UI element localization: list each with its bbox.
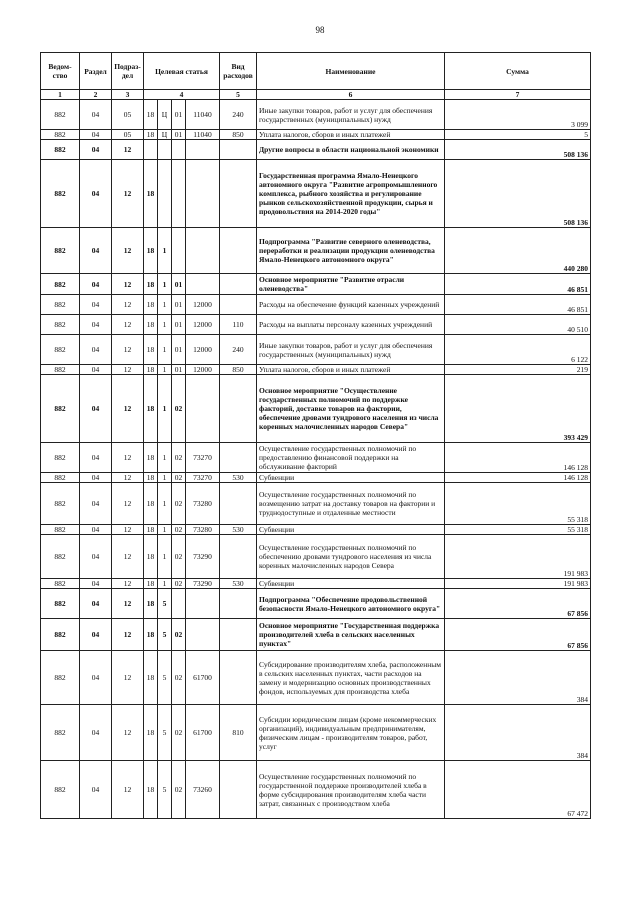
cell-cs-d: 12000 (186, 295, 220, 315)
table-row (41, 295, 591, 315)
cell-cs-a: 18 (144, 651, 158, 705)
cell-cs-d (186, 375, 220, 443)
cell-sum: 55 318 (445, 525, 591, 535)
cell-cs-c (172, 160, 186, 228)
cell-vid: 240 (220, 335, 257, 365)
cell-cs-c: 02 (172, 619, 186, 651)
cell-sum: 5 (445, 130, 591, 140)
header-vid: Вид расходов (220, 53, 257, 90)
cell-vedomstvo: 882 (41, 651, 80, 705)
cell-sum: 46 851 (445, 295, 591, 315)
cell-vedomstvo: 882 (41, 130, 80, 140)
cell-vid (220, 443, 257, 473)
cell-sum: 55 318 (445, 483, 591, 525)
cell-sum: 146 128 (445, 443, 591, 473)
table-row (41, 579, 591, 589)
cell-cs-a: 18 (144, 375, 158, 443)
table-row (41, 365, 591, 375)
cell-cs-d: 12000 (186, 315, 220, 335)
cell-cs-a: 18 (144, 473, 158, 483)
cell-vedomstvo: 882 (41, 761, 80, 819)
cell-cs-d: 11040 (186, 100, 220, 130)
table-row (41, 705, 591, 761)
colnum-5: 5 (220, 90, 257, 100)
cell-vid (220, 375, 257, 443)
header-celevaya: Целевая статья (144, 53, 220, 90)
cell-vedomstvo: 882 (41, 473, 80, 483)
cell-podrazdel: 12 (112, 335, 144, 365)
cell-razdel: 04 (80, 579, 112, 589)
cell-cs-a: 18 (144, 295, 158, 315)
colnum-2: 2 (80, 90, 112, 100)
cell-podrazdel: 12 (112, 315, 144, 335)
cell-cs-b: Ц (158, 100, 172, 130)
colnum-4: 4 (144, 90, 220, 100)
table-row (41, 761, 591, 819)
cell-cs-b: 1 (158, 535, 172, 579)
cell-cs-a: 18 (144, 228, 158, 274)
cell-cs-a: 18 (144, 160, 158, 228)
cell-razdel: 04 (80, 473, 112, 483)
cell-podrazdel: 12 (112, 761, 144, 819)
cell-cs-b: Ц (158, 130, 172, 140)
cell-cs-d: 73280 (186, 525, 220, 535)
cell-vid (220, 483, 257, 525)
cell-razdel: 04 (80, 619, 112, 651)
cell-vedomstvo: 882 (41, 589, 80, 619)
cell-razdel: 04 (80, 535, 112, 579)
colnum-1: 1 (41, 90, 80, 100)
cell-sum: 6 122 (445, 335, 591, 365)
cell-name: Уплата налогов, сборов и иных платежей (257, 365, 445, 375)
cell-name: Субвенции (257, 525, 445, 535)
cell-cs-d: 11040 (186, 130, 220, 140)
cell-vid (220, 140, 257, 160)
cell-razdel: 04 (80, 651, 112, 705)
cell-cs-c: 02 (172, 443, 186, 473)
cell-podrazdel: 12 (112, 375, 144, 443)
cell-cs-b: 1 (158, 228, 172, 274)
cell-vedomstvo: 882 (41, 335, 80, 365)
cell-cs-c: 02 (172, 579, 186, 589)
table-row (41, 651, 591, 705)
cell-name: Основное мероприятие "Развитие отрасли оленеводства" (257, 274, 445, 295)
cell-podrazdel: 05 (112, 130, 144, 140)
cell-vedomstvo: 882 (41, 140, 80, 160)
cell-cs-c: 01 (172, 130, 186, 140)
header-podrazdel: Подраз-дел (112, 53, 144, 90)
cell-cs-d: 73260 (186, 761, 220, 819)
table-row (41, 473, 591, 483)
cell-name: Другие вопросы в области национальной экономики (257, 140, 445, 160)
cell-cs-c: 01 (172, 274, 186, 295)
cell-podrazdel: 12 (112, 228, 144, 274)
cell-razdel: 04 (80, 589, 112, 619)
table-row (41, 443, 591, 473)
cell-cs-b: 1 (158, 335, 172, 365)
cell-vid (220, 589, 257, 619)
column-number-row (41, 90, 591, 100)
cell-vid (220, 535, 257, 579)
cell-cs-b: 5 (158, 761, 172, 819)
cell-podrazdel: 12 (112, 525, 144, 535)
cell-cs-b: 5 (158, 651, 172, 705)
cell-cs-c: 02 (172, 483, 186, 525)
cell-vid: 240 (220, 100, 257, 130)
cell-cs-d: 12000 (186, 335, 220, 365)
cell-name: Субвенции (257, 579, 445, 589)
cell-name: Основное мероприятие "Государственная поддержка производителей хлеба в сельских населенных пунктах" (257, 619, 445, 651)
page-number: 98 (315, 25, 325, 35)
cell-cs-b: 1 (158, 473, 172, 483)
cell-cs-d: 73280 (186, 483, 220, 525)
header-vedomstvo: Ведом-ство (41, 53, 80, 90)
cell-name: Подпрограмма "Развитие северного оленеводства, переработки и реализации продукции оленеводства Ямало-Ненецкого автономного округа" (257, 228, 445, 274)
cell-cs-b: 1 (158, 483, 172, 525)
cell-cs-c: 02 (172, 473, 186, 483)
cell-razdel: 04 (80, 365, 112, 375)
cell-name: Субсидии юридическим лицам (кроме некоммерческих организаций), индивидуальным предпринимателям, физическим лицам - производителям товаров, работ, услуг (257, 705, 445, 761)
cell-vedomstvo: 882 (41, 525, 80, 535)
cell-cs-a: 18 (144, 274, 158, 295)
cell-cs-b (158, 140, 172, 160)
cell-podrazdel: 12 (112, 589, 144, 619)
cell-podrazdel: 12 (112, 443, 144, 473)
colnum-6: 6 (257, 90, 445, 100)
cell-podrazdel: 12 (112, 274, 144, 295)
cell-name: Государственная программа Ямало-Ненецкого автономного округа "Развитие агропромышленного комплекса, рыбного хозяйства и регулирование рынков сельскохозяйственной продукции, сырья и продовольствия на 2014-2020 годы" (257, 160, 445, 228)
cell-cs-a: 18 (144, 335, 158, 365)
table-row (41, 335, 591, 365)
cell-cs-a: 18 (144, 315, 158, 335)
table-row (41, 140, 591, 160)
cell-cs-b: 1 (158, 375, 172, 443)
cell-razdel: 04 (80, 228, 112, 274)
cell-cs-a: 18 (144, 443, 158, 473)
cell-cs-c: 01 (172, 335, 186, 365)
cell-vid (220, 295, 257, 315)
cell-cs-c: 02 (172, 761, 186, 819)
cell-cs-d (186, 274, 220, 295)
cell-cs-d: 12000 (186, 365, 220, 375)
cell-cs-c (172, 140, 186, 160)
cell-razdel: 04 (80, 761, 112, 819)
cell-cs-a: 18 (144, 483, 158, 525)
cell-cs-c (172, 589, 186, 619)
cell-podrazdel: 12 (112, 483, 144, 525)
cell-podrazdel: 12 (112, 160, 144, 228)
cell-name: Субвенции (257, 473, 445, 483)
table-row (41, 535, 591, 579)
cell-podrazdel: 12 (112, 365, 144, 375)
cell-razdel: 04 (80, 483, 112, 525)
cell-vedomstvo: 882 (41, 160, 80, 228)
cell-razdel: 04 (80, 375, 112, 443)
cell-vid: 850 (220, 365, 257, 375)
cell-vedomstvo: 882 (41, 483, 80, 525)
cell-cs-b: 5 (158, 589, 172, 619)
cell-cs-d: 73270 (186, 473, 220, 483)
cell-name: Расходы на обеспечение функций казенных учреждений (257, 295, 445, 315)
cell-cs-b: 1 (158, 579, 172, 589)
cell-cs-c: 01 (172, 315, 186, 335)
header-row (41, 53, 591, 90)
cell-cs-a: 18 (144, 705, 158, 761)
table-row (41, 274, 591, 295)
cell-name: Осуществление государственных полномочий по предоставлению финансовой поддержки на обслуживание факторий (257, 443, 445, 473)
cell-sum: 67 856 (445, 589, 591, 619)
cell-razdel: 04 (80, 443, 112, 473)
cell-razdel: 04 (80, 315, 112, 335)
cell-cs-d (186, 589, 220, 619)
cell-cs-d (186, 228, 220, 274)
cell-cs-a: 18 (144, 619, 158, 651)
cell-cs-b: 1 (158, 365, 172, 375)
header-razdel: Раздел (80, 53, 112, 90)
cell-sum: 384 (445, 651, 591, 705)
cell-sum: 146 128 (445, 473, 591, 483)
cell-cs-a (144, 140, 158, 160)
cell-cs-a: 18 (144, 100, 158, 130)
cell-podrazdel: 12 (112, 140, 144, 160)
cell-cs-c: 02 (172, 651, 186, 705)
cell-sum: 67 856 (445, 619, 591, 651)
table-row (41, 619, 591, 651)
cell-cs-a: 18 (144, 589, 158, 619)
table-row (41, 160, 591, 228)
cell-vid: 110 (220, 315, 257, 335)
cell-sum: 384 (445, 705, 591, 761)
cell-cs-d: 61700 (186, 651, 220, 705)
cell-razdel: 04 (80, 100, 112, 130)
cell-cs-b: 1 (158, 315, 172, 335)
cell-razdel: 04 (80, 160, 112, 228)
cell-razdel: 04 (80, 130, 112, 140)
cell-name: Иные закупки товаров, работ и услуг для обеспечения государственных (муниципальных) нужд (257, 335, 445, 365)
cell-cs-d (186, 619, 220, 651)
table-row (41, 130, 591, 140)
cell-sum: 219 (445, 365, 591, 375)
cell-vedomstvo: 882 (41, 100, 80, 130)
cell-vid (220, 761, 257, 819)
cell-vid (220, 160, 257, 228)
cell-sum: 508 136 (445, 160, 591, 228)
cell-cs-a: 18 (144, 525, 158, 535)
cell-vedomstvo: 882 (41, 375, 80, 443)
table-row (41, 483, 591, 525)
header-sum: Сумма (445, 53, 591, 90)
cell-cs-b: 1 (158, 295, 172, 315)
cell-cs-a: 18 (144, 365, 158, 375)
cell-name: Субсидирование производителям хлеба, расположенным в сельских населенных пунктах, части расходов на замену и модернизацию основных производственных фондов, используемых для производства хлеба (257, 651, 445, 705)
cell-podrazdel: 12 (112, 705, 144, 761)
cell-vedomstvo: 882 (41, 535, 80, 579)
cell-sum: 191 983 (445, 579, 591, 589)
cell-vedomstvo: 882 (41, 315, 80, 335)
cell-sum: 191 983 (445, 535, 591, 579)
cell-podrazdel: 12 (112, 535, 144, 579)
cell-name: Осуществление государственных полномочий по возмещению затрат на доставку товаров на фактории и труднодоступные и отдаленные местности (257, 483, 445, 525)
cell-cs-b: 1 (158, 443, 172, 473)
cell-cs-d: 73270 (186, 443, 220, 473)
cell-cs-c: 01 (172, 365, 186, 375)
cell-sum: 46 851 (445, 274, 591, 295)
table-row (41, 525, 591, 535)
cell-podrazdel: 12 (112, 473, 144, 483)
cell-razdel: 04 (80, 274, 112, 295)
cell-cs-d: 61700 (186, 705, 220, 761)
cell-sum: 440 280 (445, 228, 591, 274)
cell-vedomstvo: 882 (41, 295, 80, 315)
cell-vedomstvo: 882 (41, 274, 80, 295)
cell-vedomstvo: 882 (41, 705, 80, 761)
cell-cs-c: 01 (172, 100, 186, 130)
cell-vid (220, 619, 257, 651)
cell-vedomstvo: 882 (41, 619, 80, 651)
cell-cs-c: 02 (172, 705, 186, 761)
table-row (41, 589, 591, 619)
cell-cs-b: 1 (158, 525, 172, 535)
cell-vid: 810 (220, 705, 257, 761)
cell-cs-c (172, 228, 186, 274)
colnum-7: 7 (445, 90, 591, 100)
cell-cs-c: 02 (172, 375, 186, 443)
cell-name: Осуществление государственных полномочий по обеспечению дровами тундрового населения из числа коренных малочисленных народов Севера (257, 535, 445, 579)
cell-razdel: 04 (80, 295, 112, 315)
cell-vid (220, 228, 257, 274)
cell-name: Иные закупки товаров, работ и услуг для обеспечения государственных (муниципальных) нужд (257, 100, 445, 130)
cell-cs-d (186, 140, 220, 160)
cell-sum: 40 510 (445, 315, 591, 335)
budget-table (40, 52, 591, 819)
cell-vid (220, 651, 257, 705)
cell-vid: 530 (220, 579, 257, 589)
cell-cs-a: 18 (144, 130, 158, 140)
cell-podrazdel: 12 (112, 651, 144, 705)
cell-vedomstvo: 882 (41, 443, 80, 473)
table-body (41, 100, 591, 819)
cell-cs-b: 5 (158, 619, 172, 651)
cell-sum: 3 099 (445, 100, 591, 130)
cell-cs-b: 5 (158, 705, 172, 761)
cell-name: Осуществление государственных полномочий по государственной поддержке производителей хлеба в форме субсидирования производителям хлеба части затрат, связанных с производством хлеба (257, 761, 445, 819)
cell-cs-d: 73290 (186, 535, 220, 579)
cell-podrazdel: 12 (112, 579, 144, 589)
table-row (41, 375, 591, 443)
cell-cs-a: 18 (144, 535, 158, 579)
cell-podrazdel: 12 (112, 619, 144, 651)
cell-cs-d (186, 160, 220, 228)
cell-sum: 508 136 (445, 140, 591, 160)
cell-sum: 67 472 (445, 761, 591, 819)
table-row (41, 228, 591, 274)
table-row (41, 100, 591, 130)
cell-razdel: 04 (80, 525, 112, 535)
cell-podrazdel: 12 (112, 295, 144, 315)
cell-sum: 393 429 (445, 375, 591, 443)
cell-cs-c: 02 (172, 535, 186, 579)
cell-cs-b (158, 160, 172, 228)
cell-cs-b: 1 (158, 274, 172, 295)
cell-cs-a: 18 (144, 579, 158, 589)
cell-vid: 850 (220, 130, 257, 140)
colnum-3: 3 (112, 90, 144, 100)
cell-vedomstvo: 882 (41, 579, 80, 589)
cell-vid (220, 274, 257, 295)
cell-podrazdel: 05 (112, 100, 144, 130)
cell-cs-d: 73290 (186, 579, 220, 589)
cell-name: Основное мероприятие "Осуществление государственных полномочий по поддержке факторий, доставке товаров на фактории, обеспечение дровами тундрового населения из числа коренных малочисленных народов Севера" (257, 375, 445, 443)
cell-razdel: 04 (80, 335, 112, 365)
table-row (41, 315, 591, 335)
cell-cs-c: 01 (172, 295, 186, 315)
header-name: Наименование (257, 53, 445, 90)
cell-cs-a: 18 (144, 761, 158, 819)
cell-vedomstvo: 882 (41, 365, 80, 375)
cell-razdel: 04 (80, 705, 112, 761)
cell-name: Расходы на выплаты персоналу казенных учреждений (257, 315, 445, 335)
cell-razdel: 04 (80, 140, 112, 160)
cell-vid: 530 (220, 525, 257, 535)
cell-cs-c: 02 (172, 525, 186, 535)
cell-vid: 530 (220, 473, 257, 483)
cell-name: Подпрограмма "Обеспечение продовольственной безопасности Ямало-Ненецкого автономного округа" (257, 589, 445, 619)
cell-name: Уплата налогов, сборов и иных платежей (257, 130, 445, 140)
cell-vedomstvo: 882 (41, 228, 80, 274)
